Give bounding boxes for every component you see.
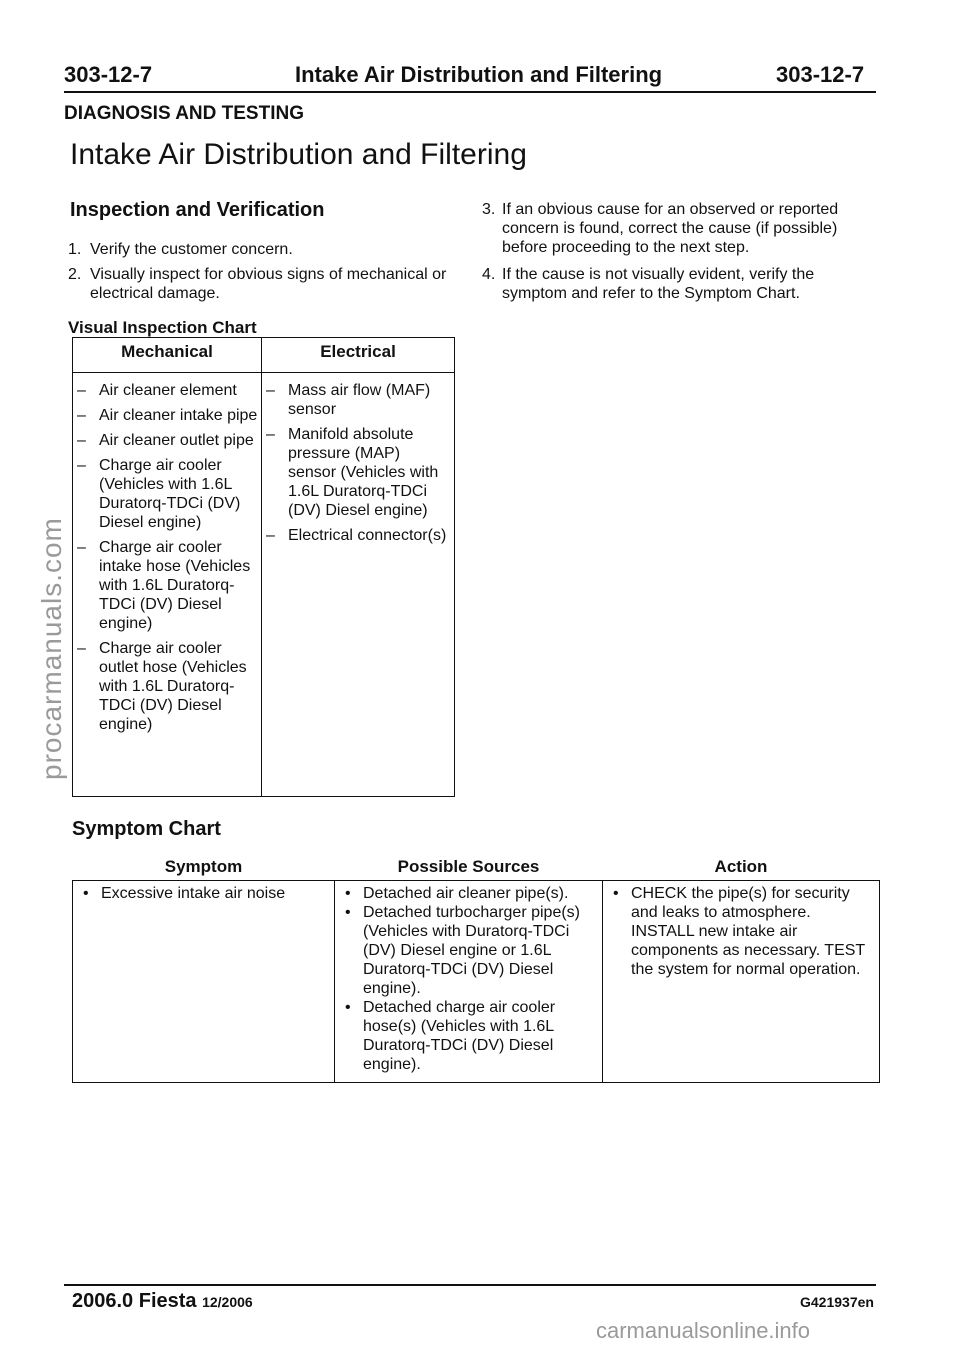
inspection-heading: Inspection and Verification (70, 199, 325, 221)
step-number: 3. (482, 201, 496, 218)
list-item: • Detached turbocharger pipe(s) (Vehicles with Duratorq-TDCi (DV) Diesel engine or 1.6L Duratorq-TDCi (DV) Diesel engine). (341, 903, 598, 998)
list-item: • CHECK the pipe(s) for security and leaks to atmosphere. INSTALL new intake air components as necessary. TEST the system for normal operation. (609, 884, 875, 979)
list-item: – Air cleaner element (77, 381, 259, 400)
header-page-right: 303-12-7 (776, 62, 865, 87)
footer-model-name: 2006.0 Fiesta (72, 1290, 197, 1312)
list-item: – Air cleaner outlet pipe (77, 431, 259, 450)
col-electrical: Electrical (262, 338, 455, 373)
list-item: • Detached charge air cooler hose(s) (Vehicles with 1.6L Duratorq-TDCi (DV) Diesel engine). (341, 998, 598, 1074)
step-number: 4. (482, 266, 496, 283)
header-page-left: 303-12-7 (64, 62, 153, 87)
step-3 (482, 200, 882, 257)
step-number: 2. (68, 266, 82, 283)
footer-rule (64, 1284, 876, 1286)
watermark-bottom: carmanualsonline.info (596, 1318, 811, 1343)
mechanical-cell (73, 373, 262, 797)
footer-code: G421937en (800, 1294, 874, 1310)
list-item: – Charge air cooler intake hose (Vehicles with 1.6L Duratorq-TDCi (DV) Diesel engine) (77, 538, 259, 633)
visual-inspection-table (72, 337, 455, 797)
step-2 (68, 265, 463, 303)
list-item: – Manifold absolute pressure (MAP) sensor (Vehicles with 1.6L Duratorq-TDCi (DV) Diesel engine) (266, 425, 452, 520)
col-possible-sources: Possible Sources (397, 857, 540, 876)
list-item: • Detached air cleaner pipe(s). (341, 884, 598, 903)
list-item: – Mass air flow (MAF) sensor (266, 381, 452, 419)
page-title: Intake Air Distribution and Filtering (70, 138, 527, 171)
electrical-cell (262, 373, 455, 797)
list-item: – Air cleaner intake pipe (77, 406, 259, 425)
step-text: Visually inspect for obvious signs of mechanical or electrical damage. (90, 266, 447, 302)
step-text: If the cause is not visually evident, verify the symptom and refer to the Symptom Chart. (502, 266, 815, 302)
watermark-side: procarmanuals.com (36, 517, 67, 780)
footer-model (72, 1290, 253, 1313)
list-item: – Electrical connector(s) (266, 526, 452, 545)
footer-date: 12/2006 (202, 1294, 253, 1310)
step-text: If an obvious cause for an observed or reported concern is found, correct the cause (if possible) before proceeding to the next step. (502, 201, 839, 256)
list-item: – Charge air cooler outlet hose (Vehicles with 1.6L Duratorq-TDCi (DV) Diesel engine) (77, 639, 259, 734)
action-cell (603, 881, 880, 1083)
col-mechanical: Mechanical (73, 338, 262, 373)
step-text: Verify the customer concern. (90, 241, 293, 258)
list-item: – Charge air cooler (Vehicles with 1.6L Duratorq-TDCi (DV) Diesel engine) (77, 456, 259, 532)
step-number: 1. (68, 241, 82, 258)
step-4 (482, 265, 882, 303)
list-item: • Excessive intake air noise (79, 884, 330, 903)
header-rule (64, 91, 876, 93)
visual-chart-title: Visual Inspection Chart (68, 318, 257, 337)
symptom-cell (73, 881, 335, 1083)
header-title: Intake Air Distribution and Filtering (295, 62, 663, 87)
symptom-chart-title: Symptom Chart (72, 818, 221, 840)
section-label: DIAGNOSIS AND TESTING (64, 103, 304, 124)
col-action: Action (714, 857, 768, 876)
sources-cell (335, 881, 603, 1083)
step-1 (68, 240, 463, 259)
col-symptom: Symptom (164, 857, 243, 876)
symptom-table (72, 857, 880, 1083)
